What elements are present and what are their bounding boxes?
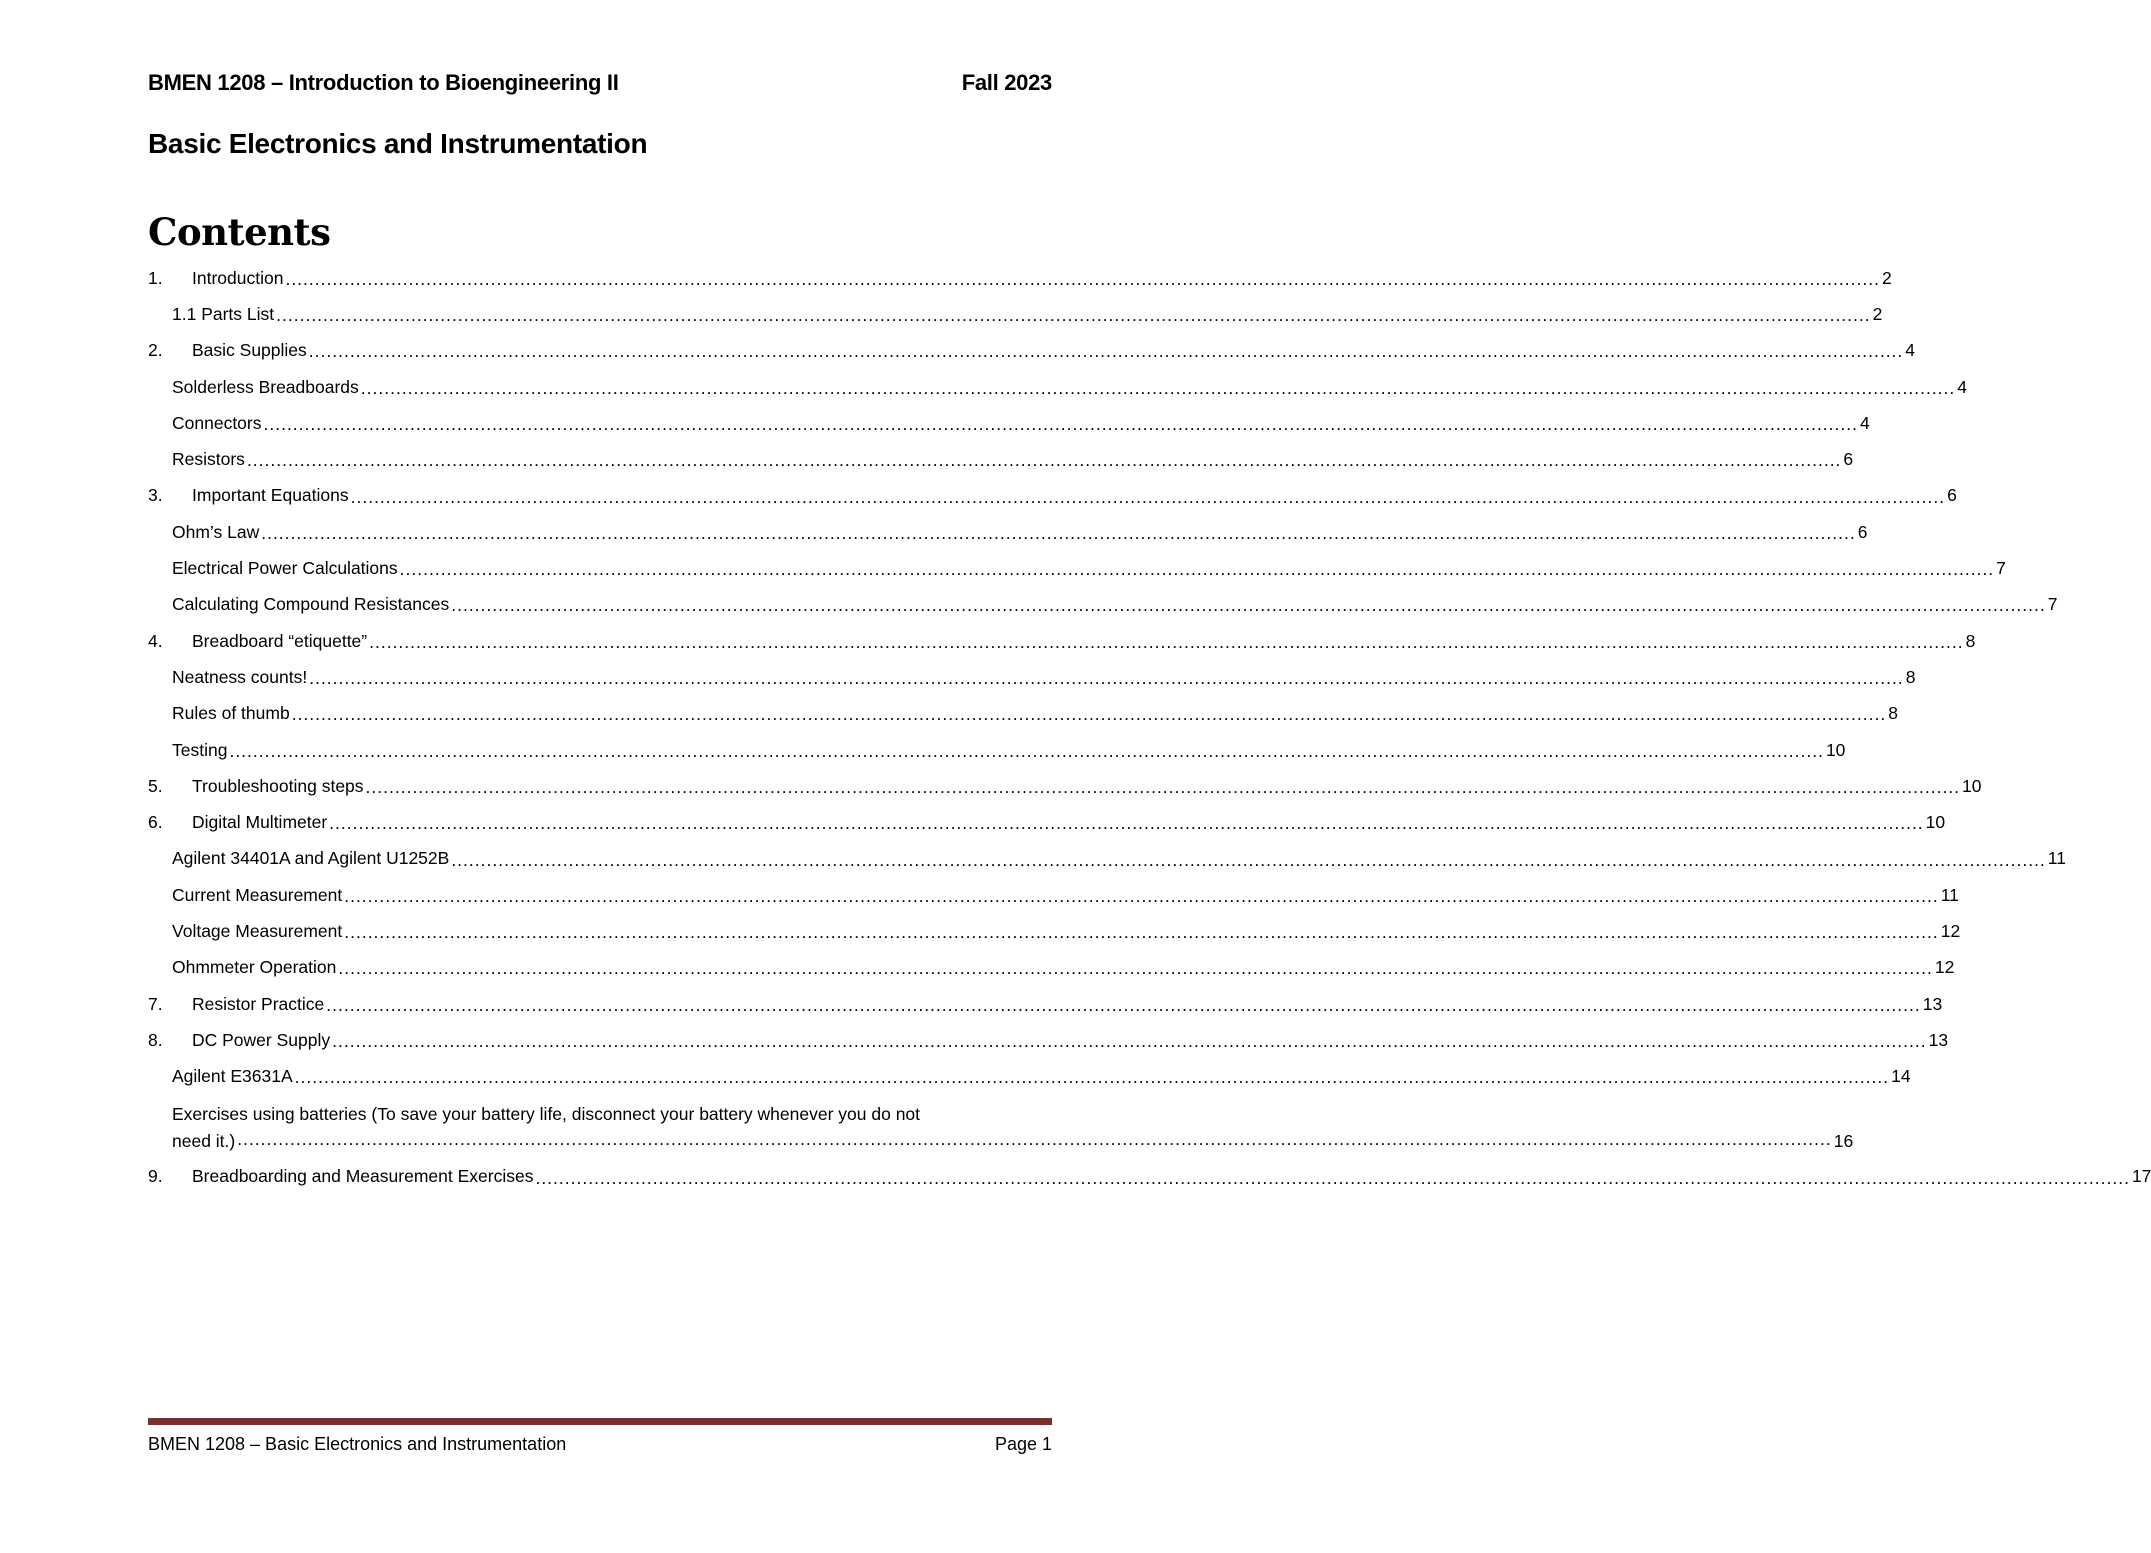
toc-entry-title: DC Power Supply xyxy=(192,1029,331,1050)
toc-entry-electrical-power[interactable] xyxy=(148,550,2006,586)
toc-entry-title: Troubleshooting steps xyxy=(192,775,364,796)
toc-entry-important-equations[interactable] xyxy=(148,478,1957,514)
toc-leader-dots xyxy=(400,561,1994,587)
toc-entry-title: 1.1 Parts List xyxy=(172,303,275,324)
toc-leader-dots xyxy=(329,815,1923,841)
toc-entry-title-line1: Exercises using batteries (To save your battery life, disconnect your battery whenever you do not xyxy=(172,1103,921,1124)
toc-entry-page: 4 xyxy=(1957,376,1967,397)
toc-entry-title: Rules of thumb xyxy=(172,703,290,724)
toc-entry-basic-supplies[interactable] xyxy=(148,333,1916,369)
toc-entry-page: 2 xyxy=(1872,303,1883,324)
toc-leader-dots xyxy=(326,997,1920,1023)
toc-entry-testing[interactable] xyxy=(148,732,1846,768)
toc-entry-page: 10 xyxy=(1925,812,1946,833)
toc-entry-rules-of-thumb[interactable] xyxy=(148,696,1898,732)
toc-entry-title: Breadboarding and Measurement Exercises xyxy=(192,1166,534,1187)
toc-entry-resistor-practice[interactable] xyxy=(148,986,1943,1022)
toc-leader-dots xyxy=(366,779,1960,805)
header-term: Fall 2023 xyxy=(961,70,1052,95)
toc-entry-page: 12 xyxy=(1940,920,1961,941)
footer-title: BMEN 1208 – Basic Electronics and Instrumentation xyxy=(148,1434,567,1454)
toc-leader-dots xyxy=(332,1033,1926,1059)
toc-leader-dots xyxy=(351,489,1945,515)
toc-entry-page: 14 xyxy=(1891,1066,1911,1087)
toc-entry-number: 8. xyxy=(148,1029,163,1050)
toc-heading: Contents xyxy=(148,210,331,254)
toc-entry-title: Voltage Measurement xyxy=(172,920,343,941)
toc-leader-dots xyxy=(451,852,2045,878)
header-course: BMEN 1208 – Introduction to Bioengineering II xyxy=(148,70,619,95)
toc-entry-title-line2: need it.) xyxy=(172,1130,236,1151)
toc-entry-page: 11 xyxy=(1940,884,1959,905)
footer-divider xyxy=(148,1418,1052,1425)
toc-entry-wrap xyxy=(172,1101,1853,1155)
toc-entry-exercises-using-batteries[interactable] xyxy=(148,1095,1854,1159)
toc-entry-title: Electrical Power Calculations xyxy=(172,558,398,579)
toc-entry-page: 6 xyxy=(1947,485,1957,506)
toc-entry-troubleshooting-steps[interactable] xyxy=(148,768,1982,804)
toc-leader-dots xyxy=(237,1131,1831,1155)
toc-leader-dots xyxy=(361,380,1955,406)
toc-entry-page: 17 xyxy=(2131,1166,2151,1187)
toc-entry-parts-list[interactable] xyxy=(148,296,1883,332)
toc-entry-title: Connectors xyxy=(172,412,262,433)
toc-entry-page: 16 xyxy=(1833,1130,1854,1151)
toc-entry-resistors[interactable] xyxy=(148,441,1854,477)
toc-entry-introduction[interactable] xyxy=(148,260,1892,296)
toc-entry-number: 6. xyxy=(148,812,163,833)
table-of-contents xyxy=(148,260,2151,1195)
toc-entry-page: 6 xyxy=(1857,521,1868,542)
toc-entry-title: Basic Supplies xyxy=(192,340,307,361)
toc-entry-title: Digital Multimeter xyxy=(192,812,328,833)
toc-entry-page: 7 xyxy=(2047,594,2058,615)
toc-leader-dots xyxy=(229,743,1823,769)
toc-leader-dots xyxy=(535,1170,2129,1196)
toc-entry-solderless-breadboards[interactable] xyxy=(148,369,1967,405)
page-footer xyxy=(148,1434,1052,1455)
toc-leader-dots xyxy=(309,343,1903,369)
toc-entry-breadboard-etiquette[interactable] xyxy=(148,623,1976,659)
toc-entry-page: 12 xyxy=(1934,957,1955,978)
toc-entry-title: Introduction xyxy=(192,267,284,288)
toc-entry-number: 9. xyxy=(148,1166,163,1187)
toc-leader-dots xyxy=(285,271,1879,297)
toc-entry-number: 1. xyxy=(148,267,163,288)
toc-entry-agilent-34401a[interactable] xyxy=(148,841,2066,877)
toc-leader-dots xyxy=(292,706,1886,732)
toc-entry-page: 13 xyxy=(1922,993,1943,1014)
toc-entry-title: Important Equations xyxy=(192,485,349,506)
toc-entry-page: 10 xyxy=(1825,739,1846,760)
toc-leader-dots xyxy=(344,924,1938,950)
toc-entry-title: Ohmmeter Operation xyxy=(172,957,337,978)
toc-leader-dots xyxy=(369,634,1963,660)
toc-entry-title: Resistor Practice xyxy=(192,993,325,1014)
toc-entry-page: 6 xyxy=(1843,449,1854,470)
toc-entry-title: Calculating Compound Resistances xyxy=(172,594,450,615)
toc-entry-number: 7. xyxy=(148,993,163,1014)
toc-entry-dc-power-supply[interactable] xyxy=(148,1022,1949,1058)
toc-entry-title: Agilent E3631A xyxy=(172,1066,293,1087)
document-title: Basic Electronics and Instrumentation xyxy=(148,128,648,159)
toc-entry-page: 8 xyxy=(1905,666,1916,687)
toc-entry-title: Resistors xyxy=(172,449,245,470)
toc-entry-page: 2 xyxy=(1881,267,1892,288)
toc-entry-page: 4 xyxy=(1859,412,1870,433)
toc-entry-number: 3. xyxy=(148,485,163,506)
toc-entry-breadboarding-exercises[interactable] xyxy=(148,1159,2151,1195)
toc-entry-page: 13 xyxy=(1928,1029,1949,1050)
toc-entry-page: 8 xyxy=(1888,703,1898,724)
toc-leader-dots xyxy=(338,960,1932,986)
toc-entry-number: 4. xyxy=(148,630,163,651)
toc-entry-title: Neatness counts! xyxy=(172,666,308,687)
toc-entry-page: 10 xyxy=(1962,775,1982,796)
toc-entry-page: 11 xyxy=(2047,848,2066,869)
toc-entry-ohms-law[interactable] xyxy=(148,514,1868,550)
toc-leader-dots xyxy=(276,307,1870,333)
toc-entry-title: Testing xyxy=(172,739,228,760)
toc-leader-dots xyxy=(309,670,1903,696)
toc-leader-dots xyxy=(344,888,1938,914)
toc-entry-page: 7 xyxy=(1996,558,2006,579)
toc-leader-dots xyxy=(451,597,2045,623)
toc-entry-connectors[interactable] xyxy=(148,405,1870,441)
toc-entry-compound-resistances[interactable] xyxy=(148,587,2058,623)
toc-leader-dots xyxy=(295,1069,1889,1095)
toc-entry-page: 8 xyxy=(1965,630,1976,651)
toc-leader-dots xyxy=(261,525,1855,551)
toc-entry-current-measurement[interactable] xyxy=(148,877,1959,913)
toc-entry-agilent-e3631a[interactable] xyxy=(148,1059,1911,1095)
toc-entry-title: Breadboard “etiquette” xyxy=(192,630,368,651)
toc-leader-dots xyxy=(247,452,1841,478)
toc-entry-page: 4 xyxy=(1905,340,1916,361)
toc-entry-digital-multimeter[interactable] xyxy=(148,804,1946,840)
toc-entry-number: 5. xyxy=(148,775,163,796)
toc-leader-dots xyxy=(264,416,1858,442)
toc-entry-title: Ohm’s Law xyxy=(172,521,260,542)
toc-entry-title: Agilent 34401A and Agilent U1252B xyxy=(172,848,450,869)
toc-entry-title: Current Measurement xyxy=(172,884,343,905)
toc-entry-number: 2. xyxy=(148,340,163,361)
toc-entry-voltage-measurement[interactable] xyxy=(148,913,1961,949)
toc-entry-neatness-counts[interactable] xyxy=(148,659,1916,695)
page-header xyxy=(148,70,1052,96)
footer-page-number: Page 1 xyxy=(994,1434,1052,1454)
toc-entry-ohmmeter-operation[interactable] xyxy=(148,950,1955,986)
toc-entry-title: Solderless Breadboards xyxy=(172,376,359,397)
toc-entry-line2 xyxy=(172,1128,1853,1155)
